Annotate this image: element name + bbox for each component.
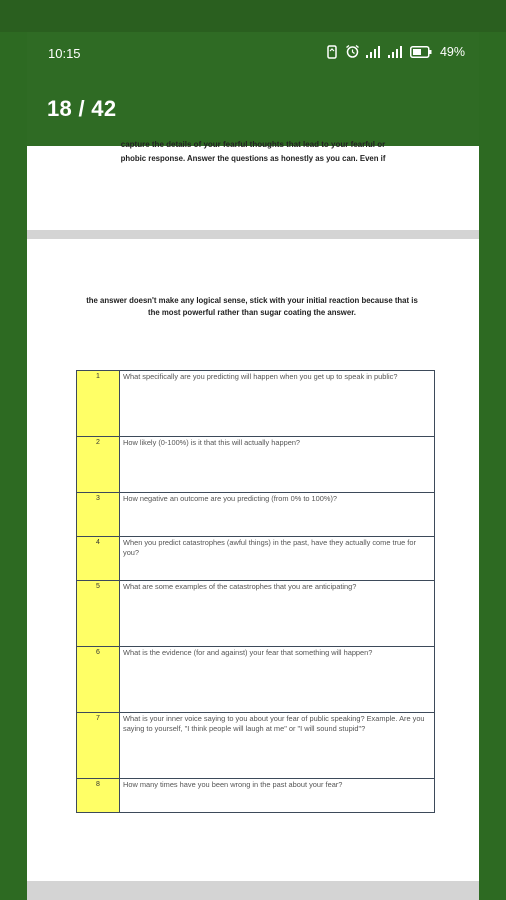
- question-number: 6: [77, 647, 120, 713]
- document-page: [27, 140, 479, 230]
- question-text: How likely (0-100%) is it that this will actually happen?: [120, 437, 435, 493]
- question-text: How many times have you been wrong in the past about your fear?: [120, 779, 435, 813]
- sync-icon: [325, 45, 339, 59]
- signal-icon: [388, 46, 404, 58]
- question-number: 2: [77, 437, 120, 493]
- battery-percentage: 49%: [439, 44, 465, 59]
- page-counter: 18 / 42: [47, 96, 117, 121]
- app-bar: [27, 32, 479, 146]
- question-text: What specifically are you predicting will happen when you get up to speak in public?: [120, 371, 435, 437]
- question-number: 8: [77, 779, 120, 813]
- table-row: [77, 493, 435, 537]
- table-row: [77, 779, 435, 813]
- question-number: 5: [77, 581, 120, 647]
- question-text: How negative an outcome are you predicting (from 0% to 100%)?: [120, 493, 435, 537]
- document-page: [27, 239, 479, 879]
- page-text: phobic response. Answer the questions as honestly as you can. Even if: [120, 154, 386, 163]
- question-number: 3: [77, 493, 120, 537]
- table-row: [77, 537, 435, 581]
- signal-icon: [366, 46, 382, 58]
- question-text: What is the evidence (for and against) your fear that something will happen?: [120, 647, 435, 713]
- page-text-clipped: capture the details of your fearful thoughts that lead to your fearful or: [120, 140, 386, 149]
- table-row: [77, 713, 435, 779]
- question-number: 4: [77, 537, 120, 581]
- page-separator: [27, 230, 479, 239]
- question-text: When you predict catastrophes (awful things) in the past, have they actually come true for you?: [120, 537, 435, 581]
- table-row: [77, 647, 435, 713]
- status-icons: [325, 44, 465, 59]
- document-viewer[interactable]: [27, 140, 479, 900]
- question-number: 1: [77, 371, 120, 437]
- table-row: [77, 581, 435, 647]
- table-row: [77, 371, 435, 437]
- alarm-icon: [345, 44, 360, 59]
- question-text: What is your inner voice saying to you about your fear of public speaking? Example. Are you saying to yourself, "I think people will laugh at me" or "I will sound stupid"?: [120, 713, 435, 779]
- question-number: 7: [77, 713, 120, 779]
- page-separator: [27, 881, 479, 900]
- question-text: What are some examples of the catastrophes that you are anticipating?: [120, 581, 435, 647]
- battery-icon: [410, 46, 432, 58]
- background-top: [0, 0, 506, 32]
- questions-table: [76, 370, 435, 813]
- status-time: 10:15: [48, 46, 81, 61]
- status-bar: [27, 32, 479, 74]
- app-window: [27, 32, 479, 900]
- page-intro-text: the answer doesn't make any logical sense, stick with your initial reaction because that is the most powerful rather than sugar coating the answer.: [86, 296, 418, 317]
- table-row: [77, 437, 435, 493]
